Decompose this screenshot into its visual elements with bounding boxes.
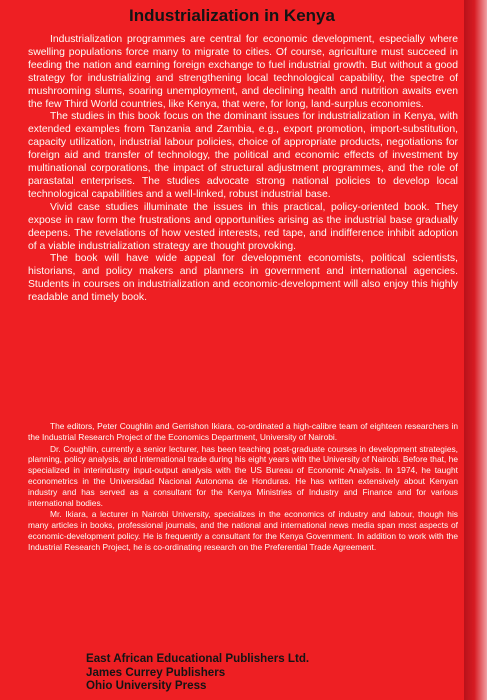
blurb-paragraph: The studies in this book focus on the dominant issues for industrialization in Kenya, with extended examples from Tanzania and Zambia, e.g., export promotion, import-substitution, capacity utilization, industrial labour policies, choice of appropriate products, negotiations for foreign aid and transfer of technology, the political and economic effects of investment by multinational corporations, the impact of structural adjustment programmes, and the role of parastatal enterprises. The studies advocate strong national policies to develop local technological capabilities and a well-linked, robust industrial base. — [28, 111, 458, 200]
blurb-paragraph: The book will have wide appeal for development economists, political scientists, historians, and policy makers and planners in government and international agencies. Students in courses on industrialization and economic-development will also enjoy this highly readable and timely book. — [28, 253, 458, 304]
cover-edge-shadow — [464, 0, 487, 700]
publisher-name: East African Educational Publishers Ltd. — [86, 652, 310, 665]
description-blurb — [28, 34, 458, 305]
editors-paragraph: The editors, Peter Coughlin and Gerrishon Ikiara, co-ordinated a high-calibre team of eighteen researchers in the Industrial Research Project of the Economics Department, University of Nairobi. — [28, 421, 458, 442]
editors-paragraph: Dr. Coughlin, currently a senior lecturer, has been teaching post-graduate courses in development strategies, planning, policy analysis, and international trade during his eight years with the University of Nairobi. Before that, he specialized in interindustry input-output analysis with the US Bureau of Economic Analysis. In 1974, he taught econometrics in the Universidad Nacional Autonoma de Honduras. He has written extensively about Kenyan industry and has served as a consultant for the Kenya Ministries of Industry and Finance and for various international bodies. — [28, 443, 458, 508]
editors-section — [28, 421, 458, 554]
editors-paragraph: Mr. Ikiara, a lecturer in Nairobi University, specializes in the economics of industry and labour, though his many articles in books, professional journals, and the national and international news media span most aspects of economic-development policy. He is frequently a consultant for the Kenya Government. In addition to work with the Industrial Research Project, he is co-ordinating research on the Preferential Trade Agreement. — [28, 509, 458, 552]
publisher-name: James Currey Publishers — [86, 665, 226, 679]
blurb-paragraph: Vivid case studies illuminate the issues in this practical, policy-oriented book. They expose in raw form the frustrations and opportunities arising as the industrial base gradually deepens. The revelations of how vested interests, red tape, and indifference inhibit adoption of a viable industrialization strategy are thought provoking. — [28, 201, 458, 252]
book-title: Industrialization in Kenya — [129, 6, 335, 25]
publishers-list — [86, 652, 309, 693]
publisher-name: Ohio University Press — [86, 679, 207, 693]
blurb-paragraph: Industrialization programmes are central for economic development, especially where swelling populations force many to migrate to cities. Of course, agriculture must succeed in feeding the nation and earning foreign exchange to fuel industrial growth. But without a good strategy for industrializing and strengthening local technological capability, the spectre of mushrooming slums, soaring unemployment, and declining health and nutrition awaits even the few Third World countries, like Kenya, that were, for long, land-surplus economies. — [28, 34, 458, 110]
